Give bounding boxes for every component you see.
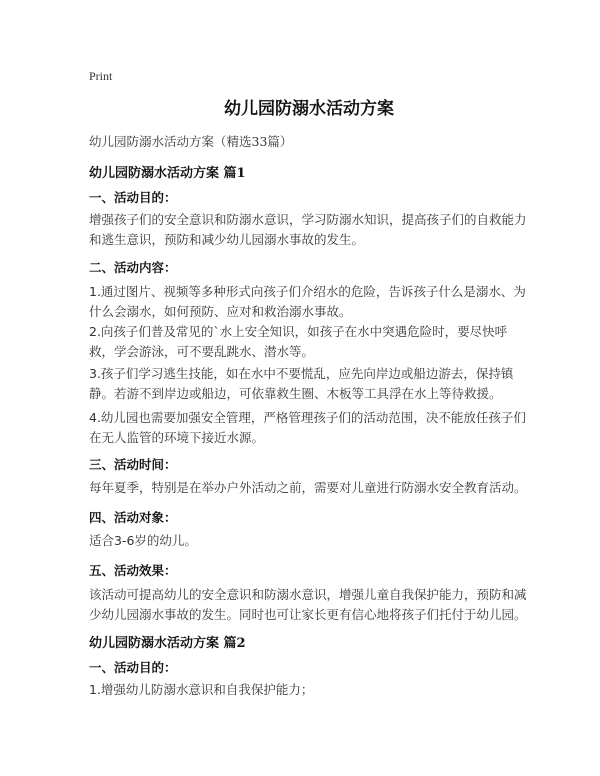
section-heading-purpose: 一、活动目的： xyxy=(89,190,177,205)
paragraph-content-3: 3.孩子们学习逃生技能，如在水中不要慌乱，应先向岸边或船边游去，保持镇静。若游不到岸边或船边，可依靠救生圈、木板等工具浮在水上等待救援。 xyxy=(89,366,514,401)
section-heading-audience: 四、活动对象： xyxy=(89,510,177,525)
section-heading-effect: 五、活动效果： xyxy=(89,563,177,578)
paragraph-time: 每年夏季，特别是在举办户外活动之前，需要对儿童进行防溺水安全教育活动。 xyxy=(89,480,527,495)
section-heading-purpose-2: 一、活动目的： xyxy=(89,660,177,675)
article-heading-2: 幼儿园防溺水活动方案 篇2 xyxy=(89,636,246,651)
paragraph-purpose: 增强孩子们的安全意识和防溺水意识，学习防溺水知识，提高孩子们的自救能力和逃生意识，预防和减少幼儿园溺水事故的发生。 xyxy=(89,212,527,247)
section-heading-content: 二、活动内容： xyxy=(89,260,177,275)
paragraph-audience: 适合3-6岁的幼儿。 xyxy=(89,533,197,548)
paragraph-content-1: 1.通过图片、视频等多种形式向孩子们介绍水的危险，告诉孩子什么是溺水、为什么会溺水，如何预防、应对和救治溺水事故。 xyxy=(89,284,526,319)
print-link[interactable]: Print xyxy=(89,69,113,83)
paragraph-effect: 该活动可提高幼儿的安全意识和防溺水意识，增强儿童自我保护能力，预防和减少幼儿园溺水事故的发生。同时也可让家长更有信心地将孩子们托付于幼儿园。 xyxy=(89,587,527,622)
paragraph-content-2: 2.向孩子们普及常见的`水上安全知识，如孩子在水中突遇危险时，要尽快呼救，学会游泳，可不要乱跳水、潜水等。 xyxy=(89,324,508,359)
page-title: 幼儿园防溺水活动方案 xyxy=(224,99,394,119)
paragraph-content-4: 4.幼儿园也需要加强安全管理，严格管理孩子们的活动范围，决不能放任孩子们在无人监管的环境下接近水源。 xyxy=(89,410,526,445)
article-heading-1: 幼儿园防溺水活动方案 篇1 xyxy=(89,166,246,181)
document-subtitle: 幼儿园防溺水活动方案（精选33篇） xyxy=(89,134,293,149)
paragraph-purpose-2: 1.增强幼儿防溺水意识和自我保护能力； xyxy=(89,682,314,697)
section-heading-time: 三、活动时间： xyxy=(89,457,177,472)
